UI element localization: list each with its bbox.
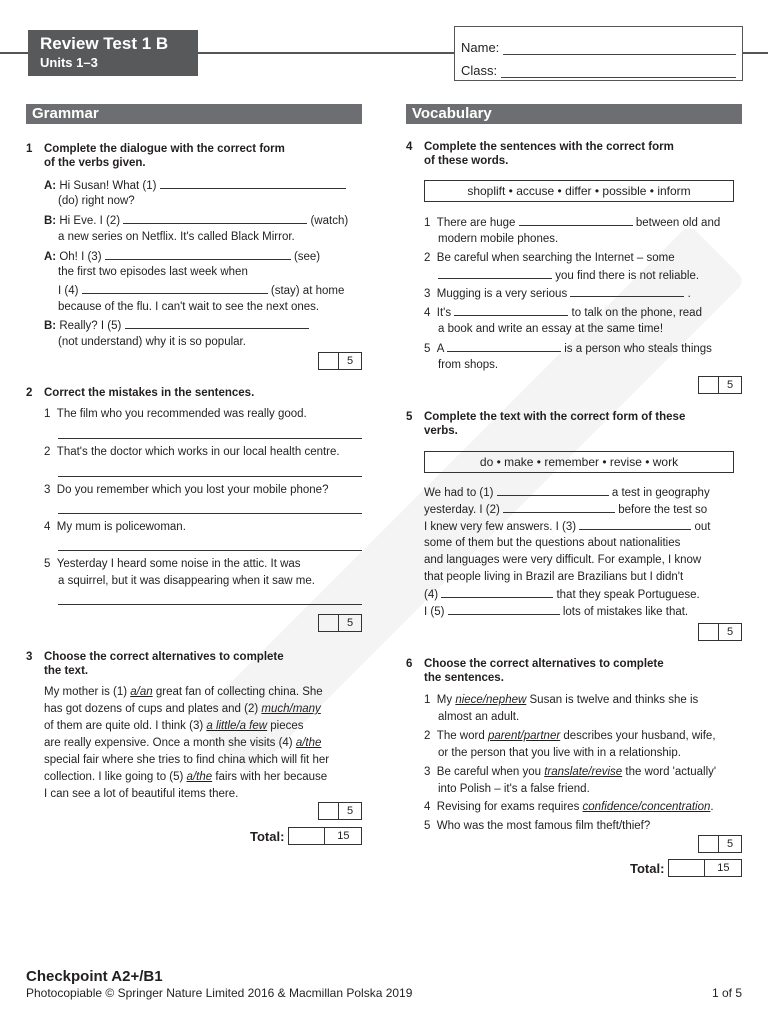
q4-item-3: 3 Mugging is a very serious . <box>424 288 691 300</box>
q6-item-1: 1 My niece/nephew Susan is twelve and thinks she is <box>424 694 699 706</box>
q2-score-box: 5 <box>318 614 362 632</box>
q5-score-input[interactable] <box>699 624 719 640</box>
q6-item-3: 3 Be careful when you translate/revise the word 'actually' <box>424 766 717 778</box>
q1-blank-1[interactable] <box>160 178 346 189</box>
q4-blank-2[interactable] <box>438 268 552 279</box>
q2-answer-line-2[interactable] <box>58 476 362 477</box>
q6-item-2c: or the person that you live with in a relationship. <box>438 747 681 759</box>
q3-choice-4[interactable]: a/the <box>295 737 322 749</box>
name-label: Name: <box>461 40 500 55</box>
q4-blank-5[interactable] <box>447 341 561 352</box>
q6-item-2: 2 The word parent/partner describes your husband, wife, <box>424 730 716 742</box>
page-number: 1 of 5 <box>711 986 742 1000</box>
q5-blank-2[interactable] <box>503 502 615 513</box>
q2-answer-line-4[interactable] <box>58 550 362 551</box>
q3-choice-5[interactable]: a/the <box>186 771 213 783</box>
q3-choice-2[interactable]: much/many <box>261 703 321 715</box>
q4-title: 4 Complete the sentences with the correct form of these words. <box>406 141 674 167</box>
q2-item-1: 1 The film who you recommended was really good. <box>44 408 307 420</box>
q1-line-2b: a new series on Netflix. It's called Black Mirror. <box>58 231 295 243</box>
q4-item-2: 2 Be careful when searching the Internet – some <box>424 252 675 264</box>
q6-item-4: 4 Revising for exams requires confidence/concentration. <box>424 801 714 813</box>
q5-line-3: I knew very few answers. I (3) out <box>424 521 711 533</box>
vocabulary-total-input[interactable] <box>669 860 705 876</box>
q5-title: 5 Complete the text with the correct form of these verbs. <box>406 411 686 437</box>
q5-line-4: some of them but the questions about nationalities <box>424 537 681 549</box>
q1-blank-3[interactable] <box>105 249 291 260</box>
q1-line-4: B: Really? I (5) <box>44 318 309 334</box>
q1-blank-2[interactable] <box>123 213 307 224</box>
q5-score-box: 5 <box>698 623 742 641</box>
q4-item-2b: you find there is not reliable. <box>438 268 699 284</box>
q1-line-2: B: Hi Eve. I (2) (watch) <box>44 215 349 227</box>
footer-copyright: Photocopiable © Springer Nature Limited 2016 & Macmillan Polska 2019 <box>26 986 413 1000</box>
q1-blank-5[interactable] <box>125 318 309 329</box>
q5-blank-4[interactable] <box>441 587 553 598</box>
q2-answer-line-5[interactable] <box>58 604 362 605</box>
q6-item-5: 5 Who was the most famous film theft/thief? <box>424 820 651 832</box>
q3-choice-1[interactable]: a/an <box>130 686 153 698</box>
q2-item-5: 5 Yesterday I heard some noise in the attic. It was <box>44 558 301 570</box>
q3-line-3: of them are quite old. I think (3) a little/a few pieces <box>44 720 304 732</box>
q6-title: 6 Choose the correct alternatives to complete the sentences. <box>406 658 664 684</box>
q3-line-7: I can see a lot of beautiful items there. <box>44 788 239 800</box>
q5-blank-1[interactable] <box>497 485 609 496</box>
q2-item-3: 3 Do you remember which you lost your mobile phone? <box>44 484 329 496</box>
footer-level: Checkpoint A2+/B1 <box>26 968 163 985</box>
grammar-total-input[interactable] <box>289 828 325 844</box>
q1-line-1b: (do) right now? <box>58 195 135 207</box>
q4-score-input[interactable] <box>699 377 719 393</box>
name-class-box <box>454 26 743 81</box>
q5-line-7: (4) that they speak Portuguese. <box>424 589 700 601</box>
q3-line-6: collection. I like going to (5) a/the fairs with her because <box>44 771 328 783</box>
q3-score-input[interactable] <box>319 803 339 819</box>
q3-score-box: 5 <box>318 802 362 820</box>
q2-item-2: 2 That's the doctor which works in our local health centre. <box>44 446 340 458</box>
q5-line-2: yesterday. I (2) before the test so <box>424 504 708 516</box>
q6-choice-2[interactable]: parent/partner <box>487 730 561 742</box>
q2-item-4: 4 My mum is policewoman. <box>44 521 186 533</box>
q3-line-5: special fair where she tries to find china which will fit her <box>44 754 330 766</box>
q5-line-6: that people living in Brazil are Brazilians but I didn't <box>424 571 684 583</box>
vocabulary-heading: Vocabulary <box>406 104 742 124</box>
q3-line-2: has got dozens of cups and plates and (2) much/many <box>44 703 321 715</box>
q2-answer-line-1[interactable] <box>58 438 362 439</box>
class-field[interactable] <box>501 66 736 78</box>
q3-title: 3 Choose the correct alternatives to complete the text. <box>26 651 284 677</box>
grammar-total: Total: 15 <box>250 827 362 845</box>
q6-score-input[interactable] <box>699 836 719 852</box>
q1-line-3c: I (4) (stay) at home <box>58 285 345 297</box>
q2-score-input[interactable] <box>319 615 339 631</box>
q1-blank-4[interactable] <box>82 283 268 294</box>
q1-line-3b: the first two episodes last week when <box>58 266 248 278</box>
q4-item-1c: modern mobile phones. <box>438 233 559 245</box>
q1-line-3d: because of the flu. I can't wait to see the next ones. <box>58 301 320 313</box>
q1-line-1: A: Hi Susan! What (1) <box>44 178 346 194</box>
q4-word-box: shoplift • accuse • differ • possible • inform <box>424 180 734 202</box>
q1-line-4b: (not understand) why it is so popular. <box>58 336 246 348</box>
q5-line-8: I (5) lots of mistakes like that. <box>424 606 689 618</box>
q3-line-1: My mother is (1) a/an great fan of collecting china. She <box>44 686 323 698</box>
test-title: Review Test 1 B <box>40 34 169 53</box>
q4-item-5c: from shops. <box>438 359 499 371</box>
q6-choice-3[interactable]: translate/revise <box>544 766 623 778</box>
q3-line-4: are really expensive. Once a month she visits (4) a/the <box>44 737 322 749</box>
q2-item-5b: a squirrel, but it was disappearing when it saw me. <box>58 575 315 587</box>
class-label: Class: <box>461 63 498 78</box>
name-field[interactable] <box>503 43 736 55</box>
q6-choice-1[interactable]: niece/nephew <box>455 694 527 706</box>
grammar-heading: Grammar <box>26 104 362 124</box>
q4-blank-3[interactable] <box>570 286 684 297</box>
q4-item-5: 5 A is a person who steals things <box>424 343 712 355</box>
q6-item-1c: almost an adult. <box>438 711 520 723</box>
q5-line-1: We had to (1) a test in geography <box>424 487 710 499</box>
q1-score-box: 5 <box>318 352 362 370</box>
q6-score-box: 5 <box>698 835 742 853</box>
q3-choice-3[interactable]: a little/a few <box>206 720 268 732</box>
test-units: Units 1–3 <box>40 55 98 70</box>
q1-title: 1 Complete the dialogue with the correct form of the verbs given. <box>26 143 285 169</box>
q4-score-box: 5 <box>698 376 742 394</box>
q4-item-4c: a book and write an essay at the same time! <box>438 323 664 335</box>
q6-choice-4[interactable]: confidence/concentration <box>582 801 711 813</box>
q2-answer-line-3[interactable] <box>58 513 362 514</box>
vocabulary-total: Total: 15 <box>630 859 742 877</box>
q6-item-3c: into Polish – it's a false friend. <box>438 783 590 795</box>
q2-title: 2 Correct the mistakes in the sentences. <box>26 387 255 399</box>
q5-blank-5[interactable] <box>448 604 560 615</box>
q1-score-input[interactable] <box>319 353 339 369</box>
q5-line-5: and languages were very difficult. For example, I know <box>424 554 702 566</box>
q4-blank-1[interactable] <box>519 215 633 226</box>
q5-word-box: do • make • remember • revise • work <box>424 451 734 473</box>
q4-item-1: 1 There are huge between old and <box>424 217 721 229</box>
q1-line-3: A: Oh! I (3) (see) <box>44 251 321 263</box>
q4-blank-4[interactable] <box>454 305 568 316</box>
test-title-box <box>28 30 198 76</box>
q4-item-4: 4 It's to talk on the phone, read <box>424 307 702 319</box>
q5-blank-3[interactable] <box>579 519 691 530</box>
